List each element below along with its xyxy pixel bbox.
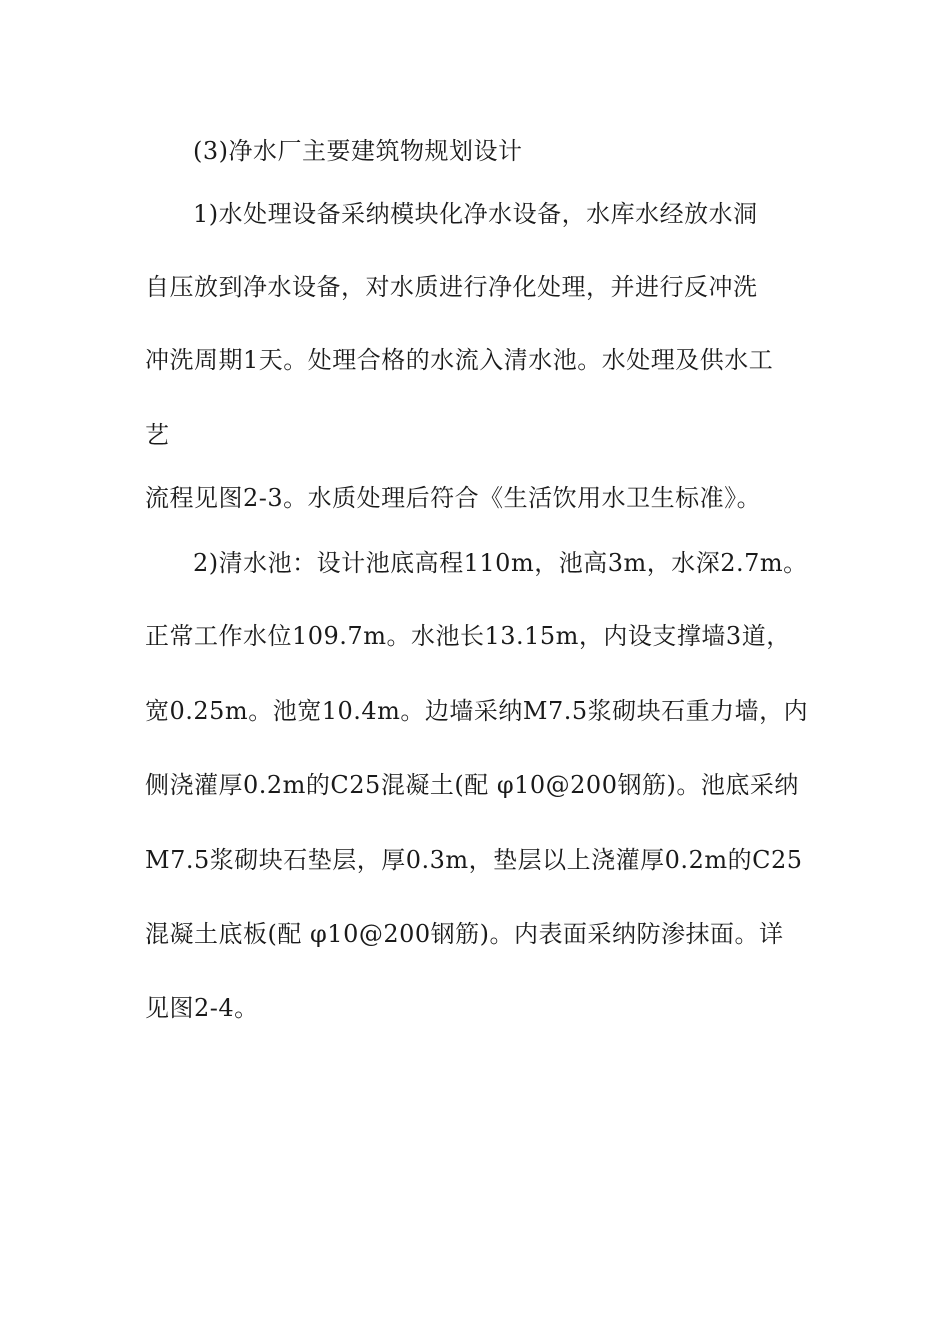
paragraph-2-line-6: 混凝土底板(配 φ10@200钢筋)。内表面采纳防渗抹面。详 — [145, 920, 784, 948]
paragraph-2-line-3: 宽0.25m。池宽10.4m。边墙采纳M7.5浆砌块石重力墙，内 — [145, 697, 809, 725]
paragraph-2-line-5: M7.5浆砌块石垫层，厚0.3m，垫层以上浇灌厚0.2m的C25 — [145, 846, 803, 874]
paragraph-1-line-1: 1)水处理设备采纳模块化净水设备，水库水经放水洞 — [193, 200, 758, 228]
paragraph-1-line-2: 自压放到净水设备，对水质进行净化处理，并进行反冲洗 — [145, 273, 758, 301]
section-heading: (3)净水厂主要建筑物规划设计 — [193, 137, 523, 165]
paragraph-1-line-4: 艺 — [145, 421, 170, 449]
paragraph-2-line-1: 2)清水池：设计池底高程110m，池高3m，水深2.7m。 — [193, 549, 808, 577]
paragraph-2-line-7: 见图2-4。 — [145, 994, 259, 1022]
paragraph-1-line-5: 流程见图2-3。水质处理后符合《生活饮用水卫生标准》。 — [145, 484, 762, 512]
paragraph-2-line-2: 正常工作水位109.7m。水池长13.15m，内设支撑墙3道， — [145, 622, 791, 650]
paragraph-2-line-4: 侧浇灌厚0.2m的C25混凝土(配 φ10@200钢筋)。池底采纳 — [145, 771, 799, 799]
paragraph-1-line-3: 冲洗周期1天。处理合格的水流入清水池。水处理及供水工 — [145, 346, 774, 374]
